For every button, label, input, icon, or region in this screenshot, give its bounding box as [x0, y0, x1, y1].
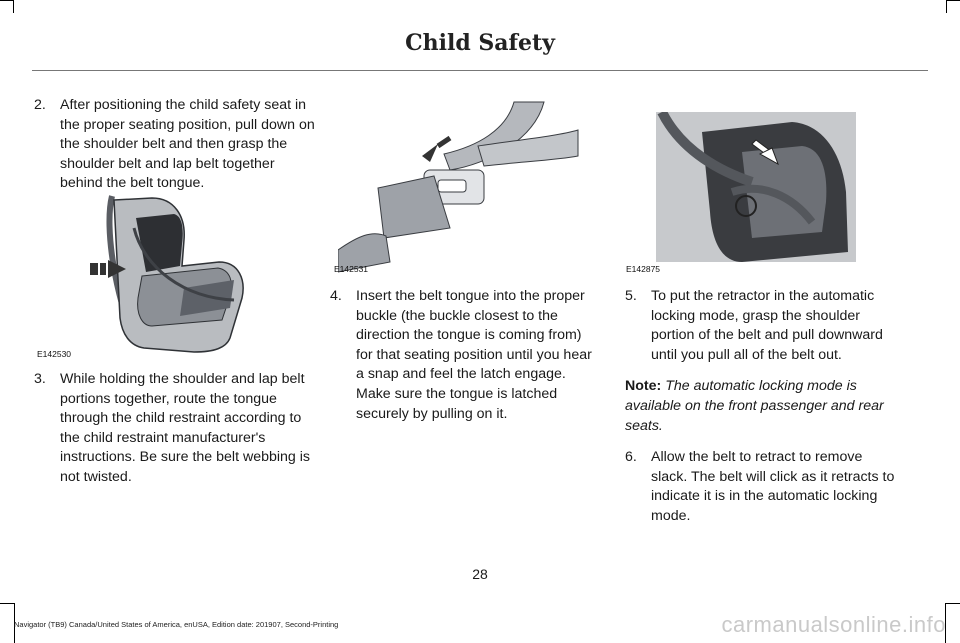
figure-retractor	[622, 112, 862, 276]
column-left	[34, 96, 316, 194]
step-6	[625, 448, 897, 526]
column-left-lower	[34, 370, 316, 488]
crop-mark	[0, 0, 13, 1]
step-number: 4.	[330, 288, 342, 304]
crop-mark	[947, 0, 960, 1]
step-2	[34, 96, 316, 194]
step-text: To put the retractor in the automatic locking mode, grasp the shoulder portion of the belt and pull downward until you pull all of the belt out.	[651, 288, 883, 363]
note	[625, 377, 897, 436]
step-3	[34, 370, 316, 488]
footer-text: Navigator (TB9) Canada/United States of America, enUSA, Edition date: 201907, Second-Printing	[14, 620, 339, 629]
crop-mark	[946, 0, 947, 13]
belt-buckle-illustration-icon	[338, 100, 598, 275]
column-middle	[330, 287, 602, 424]
step-text: Insert the belt tongue into the proper buckle (the buckle closest to the direction the tongue is coming from) for that seating position until you hear a snap and feel the latch engage. Make sure the tongue is latched securely by pulling on it.	[356, 288, 592, 422]
column-right	[625, 287, 897, 527]
figure-belt-buckle	[334, 100, 598, 275]
step-text: While holding the shoulder and lap belt portions together, route the tongue through the child restraint according to the child restraint manufacturer's instructions. Be sure the belt webbing is not twisted.	[60, 371, 310, 485]
step-5	[625, 287, 897, 365]
figure-code: E142531	[334, 264, 369, 274]
step-text: Allow the belt to retract to remove slack. The belt will click as it retracts to indicate it is in the automatic locking mode.	[651, 449, 895, 524]
crop-mark	[946, 603, 960, 604]
step-number: 2.	[34, 97, 46, 113]
watermark: carmanualsonline.info	[721, 612, 946, 637]
figure-code: E142530	[37, 349, 72, 359]
crop-mark	[0, 603, 14, 604]
step-number: 5.	[625, 288, 637, 304]
note-text: The automatic locking mode is available on the front passenger and rear seats.	[625, 378, 884, 434]
retractor-illustration-icon	[622, 112, 862, 276]
page-title: Child Safety	[405, 30, 555, 56]
child-seat-illustration-icon	[34, 188, 316, 358]
figure-child-seat	[34, 188, 316, 358]
figure-code: E142875	[626, 264, 661, 274]
page-number: 28	[472, 566, 488, 582]
header-divider	[32, 70, 928, 71]
step-number: 3.	[34, 371, 46, 387]
step-text: After positioning the child safety seat in the proper seating position, pull down on the shoulder belt and then grasp the shoulder belt and lap belt together behind the belt tongue.	[60, 97, 315, 192]
step-4	[330, 287, 602, 424]
note-label: Note:	[625, 378, 662, 395]
step-number: 6.	[625, 449, 637, 466]
crop-mark	[13, 0, 14, 13]
